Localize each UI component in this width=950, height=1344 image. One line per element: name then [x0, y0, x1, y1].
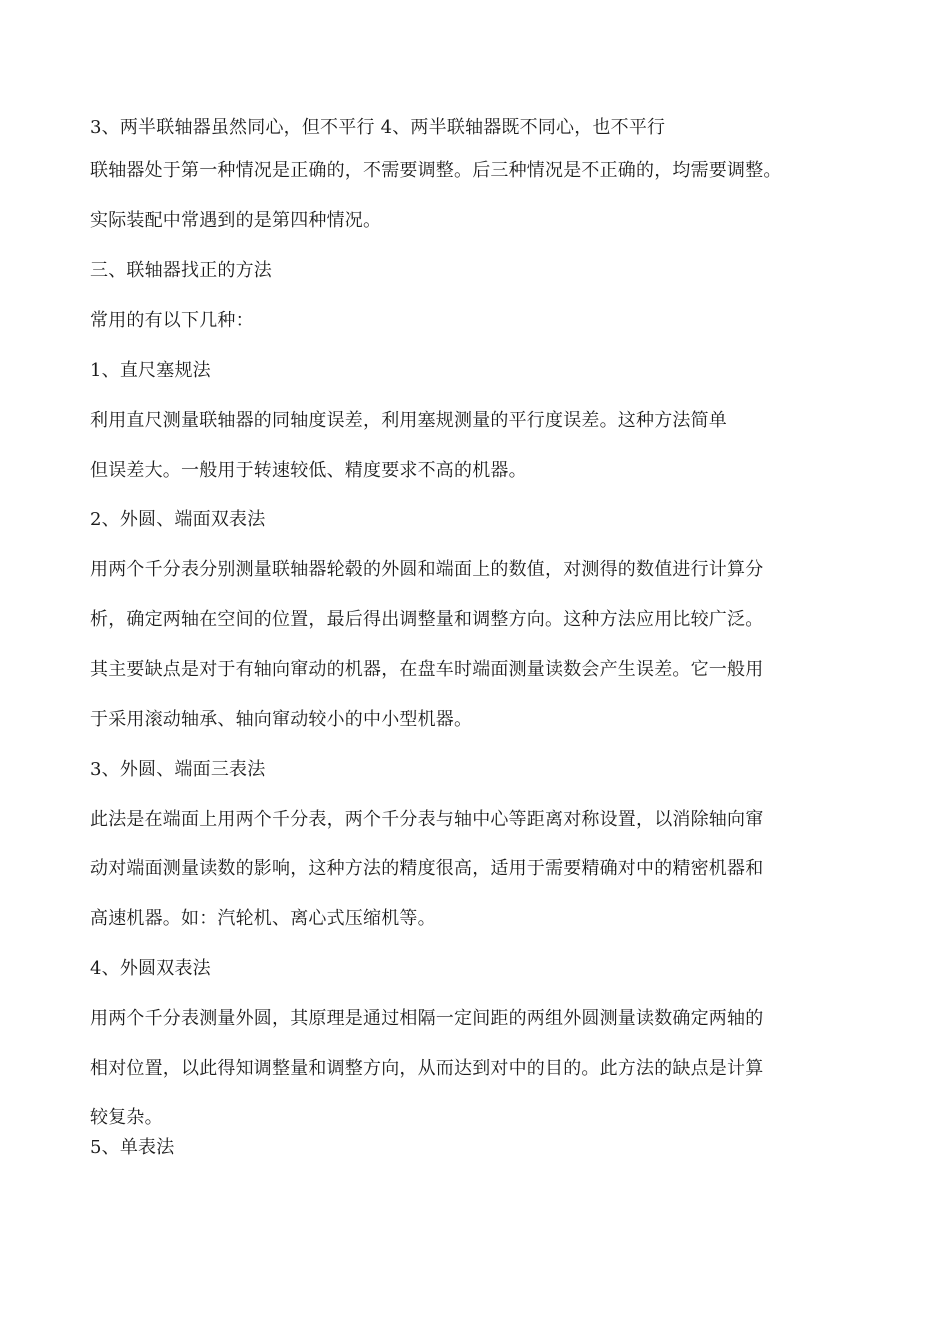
text-line: 但误差大。一般用于转速较低、精度要求不高的机器。	[90, 460, 527, 481]
text-line: 析，确定两轴在空间的位置，最后得出调整量和调整方向。这种方法应用比较广泛。	[90, 609, 764, 630]
subsection-heading: 4、外圆双表法	[90, 958, 211, 979]
subsection-heading: 5、单表法	[90, 1137, 175, 1158]
subsection-heading: 2、外圆、端面双表法	[90, 509, 266, 530]
text-line: 动对端面测量读数的影响，这种方法的精度很高，适用于需要精确对中的精密机器和	[90, 858, 764, 879]
text-line: 实际装配中常遇到的是第四种情况。	[90, 210, 382, 231]
text-line: 其主要缺点是对于有轴向窜动的机器，在盘车时端面测量读数会产生误差。它一般用	[90, 659, 764, 680]
text-line: 常用的有以下几种：	[90, 310, 254, 331]
text-line: 用两个千分表分别测量联轴器轮毂的外圆和端面上的数值，对测得的数值进行计算分	[90, 559, 764, 580]
text-line: 相对位置，以此得知调整量和调整方向，从而达到对中的目的。此方法的缺点是计算	[90, 1058, 764, 1079]
text-line: 利用直尺测量联轴器的同轴度误差，利用塞规测量的平行度误差。这种方法简单	[90, 410, 727, 431]
subsection-heading: 1、直尺塞规法	[90, 360, 211, 381]
text-line: 3、两半联轴器虽然同心，但不平行 4、两半联轴器既不同心，也不平行	[90, 117, 666, 138]
subsection-heading: 3、外圆、端面三表法	[90, 759, 266, 780]
section-heading: 三、联轴器找正的方法	[90, 260, 272, 281]
text-line: 高速机器。如：汽轮机、离心式压缩机等。	[90, 908, 436, 929]
text-line: 较复杂。	[90, 1107, 163, 1128]
text-line: 于采用滚动轴承、轴向窜动较小的中小型机器。	[90, 709, 473, 730]
text-line: 用两个千分表测量外圆，其原理是通过相隔一定间距的两组外圆测量读数确定两轴的	[90, 1008, 764, 1029]
text-line: 此法是在端面上用两个千分表，两个千分表与轴中心等距离对称设置，以消除轴向窜	[90, 809, 764, 830]
text-line: 联轴器处于第一种情况是正确的，不需要调整。后三种情况是不正确的，均需要调整。	[90, 160, 782, 181]
